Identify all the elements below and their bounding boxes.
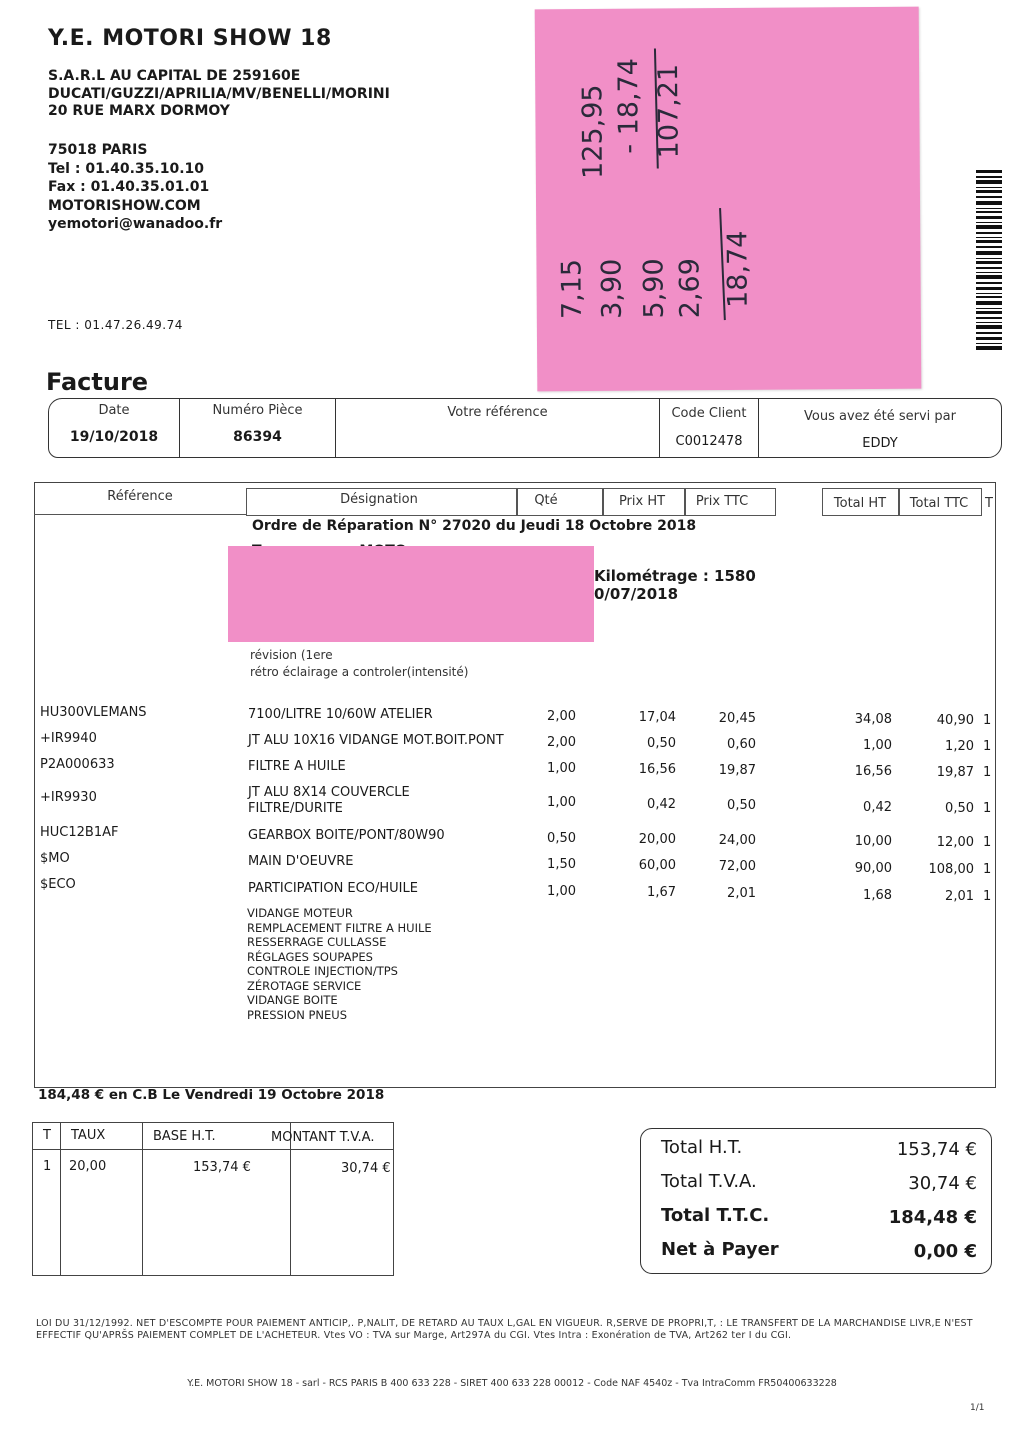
order-line: Ordre de Réparation N° 27020 du Jeudi 18 Octobre 2018 (252, 518, 697, 534)
reference-cell (336, 399, 659, 457)
row-total-ttc: 12,00 (936, 835, 974, 850)
calc1-b: - 18,74 (613, 57, 645, 154)
date-line: 0/07/2018 (594, 585, 679, 603)
list-item: VIDANGE BOITE (247, 993, 338, 1007)
date-label: Date (98, 403, 130, 418)
col-ref-header: Référence (107, 489, 173, 504)
company-info (48, 68, 390, 121)
row-total-ttc: 108,00 (928, 862, 974, 877)
row-designation-2: FILTRE/DURITE (248, 801, 343, 816)
row-total-ttc: 19,87 (936, 765, 974, 780)
handwriting (535, 7, 922, 392)
row-t: 1 (983, 889, 992, 904)
row-designation: JT ALU 10X16 VIDANGE MOT.BOIT.PONT (248, 733, 504, 748)
row-designation: FILTRE A HUILE (248, 759, 346, 774)
total-ht-label: Total H.T. (661, 1137, 743, 1158)
sticky-note (535, 7, 922, 392)
row-price-ht: 17,04 (638, 710, 676, 725)
row-qty: 2,00 (547, 709, 576, 724)
redaction-sticker (228, 546, 594, 642)
row-price-ht: 1,67 (647, 885, 676, 900)
row-price-ttc: 0,50 (727, 798, 756, 813)
row-price-ttc: 0,60 (727, 737, 756, 752)
vat-row-t: 1 (43, 1159, 52, 1174)
row-price-ttc: 20,45 (718, 711, 756, 726)
row-price-ht: 60,00 (638, 858, 676, 873)
served-by: EDDY (862, 436, 898, 451)
row-designation: GEARBOX BOITE/PONT/80W90 (248, 828, 445, 843)
col-price-ttc-header: Prix TTC (695, 494, 749, 509)
company-fax: Fax : 01.40.35.01.01 (48, 179, 210, 195)
row-designation: MAIN D'OEUVRE (248, 854, 354, 869)
footer-company: Y.E. MOTORI SHOW 18 - sarl - RCS PARIS B 400 633 228 - SIRET 400 633 228 00012 - Code NAF 4540z - Tva IntraComm FR50400633228 (187, 1378, 837, 1389)
invoice-header-box (48, 398, 1002, 458)
company-address: 20 RUE MARX DORMOY (48, 103, 230, 119)
col-qty-header: Qté (534, 493, 558, 508)
invoice-title: Facture (46, 368, 149, 396)
total-tva-value: 30,74 € (908, 1173, 977, 1194)
row-price-ttc: 24,00 (718, 833, 756, 848)
row-ref: +IR9940 (40, 731, 97, 746)
row-t: 1 (983, 765, 992, 780)
vat-row-taux: 20,00 (69, 1159, 107, 1174)
company-name: Y.E. MOTORI SHOW 18 (48, 26, 332, 51)
company-contact (48, 141, 222, 234)
total-tva-label: Total T.V.A. (661, 1171, 757, 1192)
company-legal: S.A.R.L AU CAPITAL DE 259160E (48, 68, 301, 84)
row-qty: 0,50 (547, 831, 576, 846)
row-qty: 1,00 (547, 795, 576, 810)
row-total-ht: 16,56 (854, 764, 892, 779)
row-total-ttc: 0,50 (945, 801, 974, 816)
tasks-list (247, 906, 432, 1022)
company-website: MOTORISHOW.COM (48, 197, 201, 214)
row-total-ht: 0,42 (863, 800, 892, 815)
number-cell (180, 399, 335, 457)
row-qty: 2,00 (547, 735, 576, 750)
client-cell (660, 399, 758, 457)
row-total-ht: 90,00 (854, 861, 892, 876)
row-qty: 1,00 (547, 761, 576, 776)
note-revision: révision (1ere (250, 648, 333, 662)
calc1-a: 125,95 (577, 84, 609, 180)
served-label: Vous avez été servi par (804, 409, 956, 424)
row-total-ttc: 40,90 (936, 713, 974, 728)
net-value: 0,00 € (913, 1241, 977, 1262)
row-designation: 7100/LITRE 10/60W ATELIER (248, 707, 433, 722)
row-designation: JT ALU 8X14 COUVERCLE (248, 785, 410, 800)
list-item: REMPLACEMENT FILTRE A HUILE (247, 920, 432, 935)
row-total-ht: 34,08 (854, 712, 892, 727)
row-qty: 1,50 (547, 857, 576, 872)
list-item: VIDANGE MOTEUR (247, 906, 353, 920)
col-t-header: T (985, 496, 993, 511)
row-t: 1 (983, 713, 992, 728)
vat-t-header: T (43, 1128, 51, 1143)
number-label: Numéro Pièce (212, 403, 303, 418)
legal-line-1: LOI DU 31/12/1992. NET D'ESCOMPTE POUR PAIEMENT ANTICIP,. P,NALIT, DE RETARD AU TAUX L,GAL EN VIGUEUR. R,SERVE DE PROPRI,T, : LE TRANSFERT DE LA MARCHANDISE LIVR,E N'EST (36, 1318, 973, 1329)
vat-taux-header: TAUX (71, 1128, 106, 1143)
row-t: 1 (983, 835, 992, 850)
row-ref: HUC12B1AF (40, 825, 119, 840)
row-ref: P2A000633 (40, 757, 115, 772)
row-total-ht: 10,00 (854, 834, 892, 849)
company-brands: DUCATI/GUZZI/APRILIA/MV/BENELLI/MORINI (48, 85, 390, 102)
vat-montant-header: MONTANT T.V.A. (271, 1130, 375, 1145)
company-tel: Tel : 01.40.35.10.10 (48, 160, 205, 177)
invoice-date: 19/10/2018 (69, 429, 159, 445)
company-city: 75018 PARIS (48, 142, 148, 158)
list-item: PRESSION PNEUS (247, 1007, 348, 1022)
col-designation-header: Désignation (340, 492, 418, 507)
row-total-ht: 1,00 (863, 738, 892, 753)
row-ref: $ECO (40, 877, 76, 892)
row-price-ttc: 72,00 (718, 859, 756, 874)
row-total-ttc: 1,20 (945, 739, 974, 754)
row-price-ttc: 2,01 (727, 886, 756, 901)
date-cell (49, 399, 179, 457)
total-ttc-value: 184,48 € (888, 1207, 977, 1228)
calc2-total: 18,74 (722, 230, 754, 309)
vat-row-base: 153,74 € (193, 1160, 251, 1175)
list-item: RESSERRAGE CULLASSE (247, 935, 387, 949)
client-code: C0012478 (675, 434, 743, 449)
page-number: 1/1 (970, 1403, 985, 1413)
row-ref: HU300VLEMANS (40, 705, 147, 720)
legal-notice (36, 1318, 986, 1342)
row-ref: +IR9930 (40, 790, 97, 805)
row-t: 1 (983, 862, 992, 877)
calc2-d: 2,69 (674, 258, 706, 319)
row-price-ttc: 19,87 (718, 763, 756, 778)
invoice-number: 86394 (233, 429, 282, 445)
list-item: RÉGLAGES SOUPAPES (247, 949, 373, 964)
row-price-ht: 0,42 (647, 797, 676, 812)
company-email: yemotori@wanadoo.fr (48, 216, 223, 232)
col-price-ht-header: Prix HT (618, 494, 666, 509)
calc2-a: 7,15 (556, 258, 588, 320)
row-t: 1 (983, 801, 992, 816)
col-total-ht-header: Total HT (833, 496, 887, 511)
totals-box (640, 1128, 992, 1274)
list-item: ZÉROTAGE SERVICE (247, 978, 362, 993)
row-price-ht: 20,00 (638, 832, 676, 847)
note-retro: rétro éclairage a controler(intensité) (250, 665, 469, 679)
list-item: CONTROLE INJECTION/TPS (247, 964, 398, 978)
row-total-ht: 1,68 (863, 888, 892, 903)
net-label: Net à Payer (661, 1239, 779, 1260)
row-total-ttc: 2,01 (945, 889, 974, 904)
row-price-ht: 0,50 (647, 736, 676, 751)
row-ref: $MO (40, 851, 70, 866)
payment-line: 184,48 € en C.B Le Vendredi 19 Octobre 2018 (38, 1087, 385, 1103)
total-ttc-label: Total T.T.C. (661, 1205, 770, 1226)
calc2-b: 3,90 (596, 258, 628, 319)
served-cell (759, 399, 1001, 457)
row-qty: 1,00 (547, 884, 576, 899)
row-designation: PARTICIPATION ECO/HUILE (248, 881, 418, 896)
calc1-c: 107,21 (653, 63, 685, 159)
vat-row-montant: 30,74 € (341, 1161, 391, 1176)
reference-label: Votre référence (447, 405, 548, 420)
vat-table (32, 1122, 394, 1276)
mileage-line: Kilométrage : 1580 (594, 567, 756, 585)
calc2-c: 5,90 (638, 258, 670, 319)
vat-base-header: BASE H.T. (153, 1129, 216, 1144)
legal-line-2: EFFECTIF QU'APRŠS PAIEMENT COMPLET DE L'ACHETEUR. Vtes VO : TVA sur Marge, Art297A du CGI. Vtes Intra : Exonération de TVA, Art262 ter I du CGI. (36, 1330, 792, 1341)
barcode (976, 170, 1002, 352)
row-t: 1 (983, 739, 992, 754)
row-price-ht: 16,56 (638, 762, 676, 777)
col-total-ttc-header: Total TTC (909, 496, 969, 511)
total-ht-value: 153,74 € (896, 1139, 977, 1160)
client-label: Code Client (671, 406, 747, 421)
company-tel2: TEL : 01.47.26.49.74 (48, 318, 183, 332)
